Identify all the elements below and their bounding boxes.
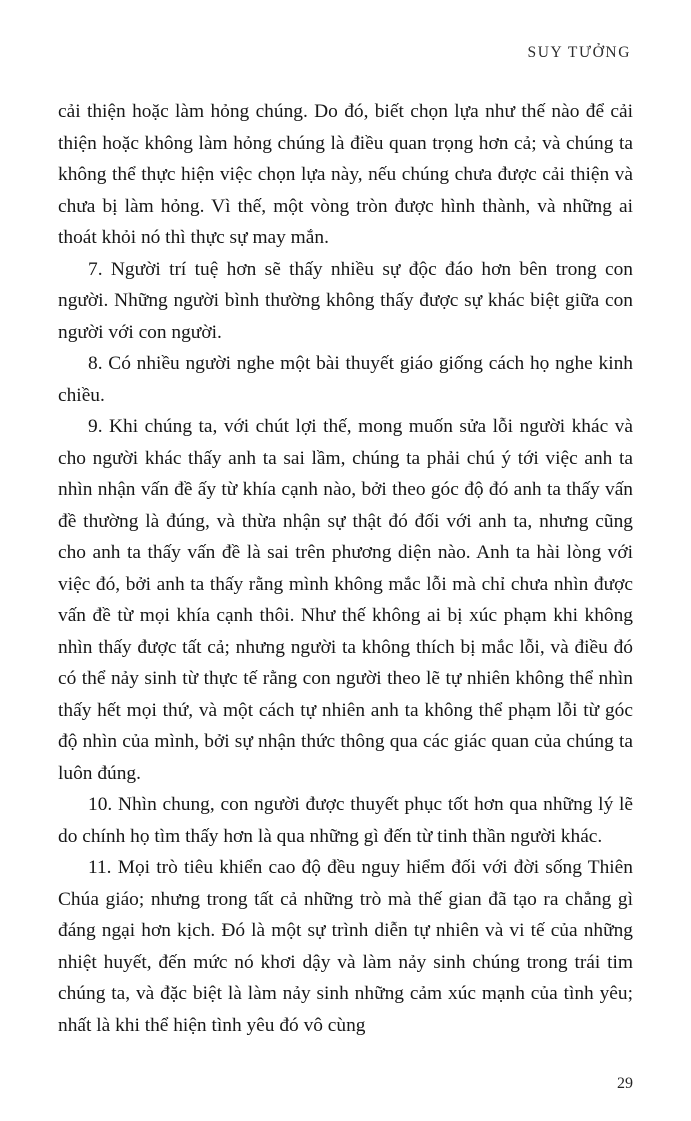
paragraph bbox=[58, 852, 633, 1041]
paragraph-text: Có nhiều người nghe một bài thuyết giáo giống cách họ nghe kinh chiều. bbox=[58, 353, 634, 406]
paragraph bbox=[58, 254, 633, 349]
paragraph-number: 8. bbox=[88, 353, 103, 374]
paragraph bbox=[58, 411, 633, 789]
paragraph-text: Khi chúng ta, với chút lợi thế, mong muốn sửa lỗi người khác và cho người khác thấy anh ta sai lầm, chúng ta phải chú ý tới việc anh ta nhìn nhận vấn đề ấy từ khía cạnh nào, bởi theo góc độ đó anh ta thấy vấn đề thường là đúng, và thừa nhận sự thật đó đối với anh ta, nhưng cũng cho anh ta thấy vấn đề là sai trên phương diện nào. Anh ta hài lòng với việc đó, bởi anh ta thấy rằng mình không mắc lỗi mà chỉ chưa nhìn được vấn đề từ mọi khía cạnh thôi. Như thế không ai bị xúc phạm khi không nhìn thấy được tất cả; nhưng người ta không thích bị mắc lỗi, và điều đó có thể nảy sinh từ thực tế rằng con người theo lẽ tự nhiên không thể nhìn thấy hết mọi thứ, và một cách tự nhiên anh ta không thể phạm lỗi từ góc độ nhìn của mình, bởi sự nhận thức thông qua các giác quan của chúng ta luôn đúng. bbox=[58, 416, 633, 784]
paragraph bbox=[58, 789, 633, 852]
paragraph-text: cải thiện hoặc làm hỏng chúng. Do đó, biết chọn lựa như thế nào để cải thiện hoặc không làm hỏng chúng là điều quan trọng hơn cả; và chúng ta không thể thực hiện việc chọn lựa này, nếu chúng chưa được cải thiện và chưa bị làm hỏng. Vì thế, một vòng tròn được hình thành, và những ai thoát khỏi nó thì thực sự may mắn. bbox=[58, 101, 633, 248]
paragraph-number: 9. bbox=[88, 416, 103, 437]
page-body bbox=[58, 96, 633, 1041]
paragraph-text: Nhìn chung, con người được thuyết phục tốt hơn qua những lý lẽ do chính họ tìm thấy hơn là qua những gì đến từ tinh thần người khác. bbox=[58, 794, 633, 847]
paragraph-number: 10. bbox=[88, 794, 113, 815]
paragraph-number: 7. bbox=[88, 258, 103, 280]
paragraph bbox=[58, 96, 633, 254]
running-head: SUY TƯỞNG bbox=[527, 44, 631, 61]
page-number: 29 bbox=[617, 1075, 633, 1092]
paragraph-text: Mọi trò tiêu khiển cao độ đều nguy hiểm đối với đời sống Thiên Chúa giáo; nhưng trong tất cả những trò mà thế gian đã tạo ra chẳng gì đáng ngại hơn kịch. Đó là một sự trình diễn tự nhiên và vi tế của những nhiệt huyết, đến mức nó khơi dậy và làm nảy sinh chúng trong trái tim chúng ta, và đặc biệt là làm nảy sinh những cảm xúc mạnh của tình yêu; nhất là khi thể hiện tình yêu đó vô cùng bbox=[58, 857, 633, 1036]
paragraph-number: 11. bbox=[88, 857, 112, 878]
paragraph-text: Người trí tuệ hơn sẽ thấy nhiều sự độc đáo hơn bên trong con người. Những người bình thường không thấy được sự khác biệt giữa con người với con người. bbox=[58, 258, 633, 343]
paragraph bbox=[58, 348, 633, 411]
